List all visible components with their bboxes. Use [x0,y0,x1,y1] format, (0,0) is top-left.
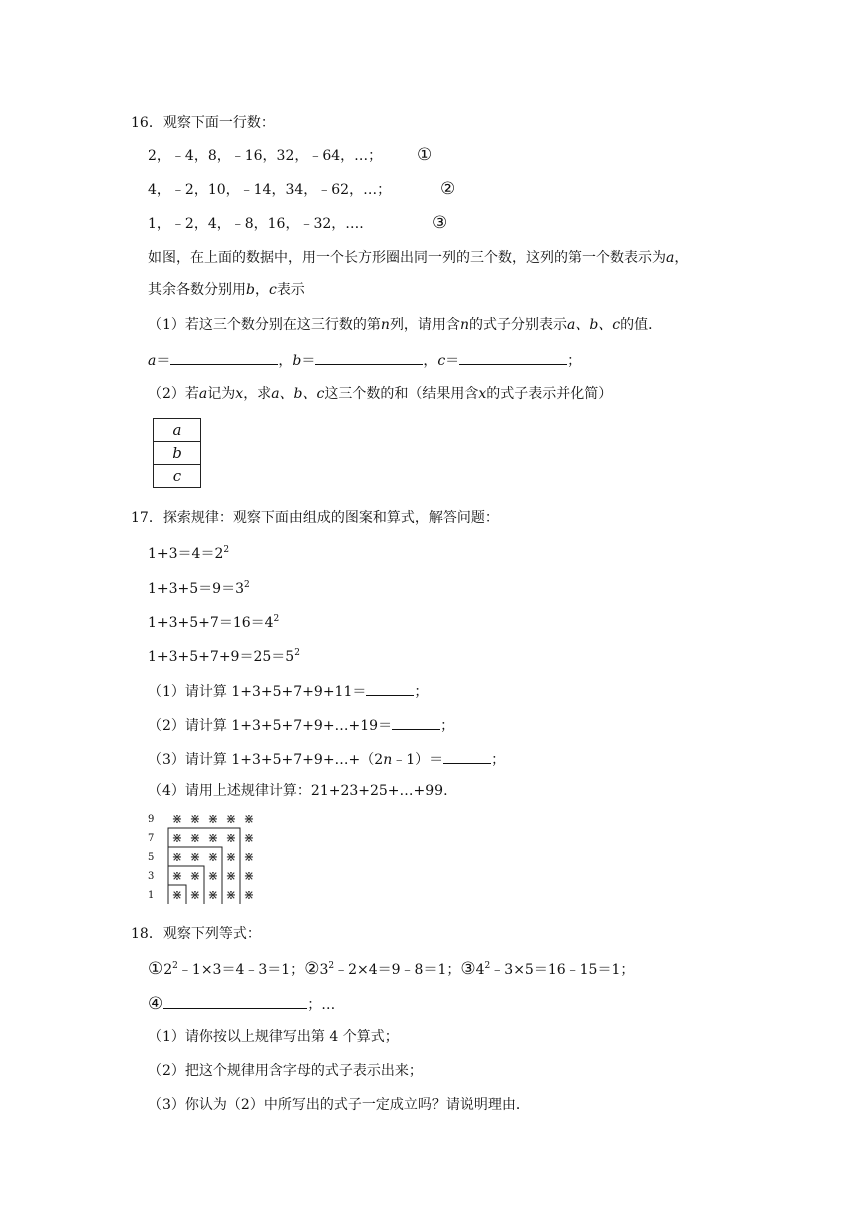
pattern-symbol: ⋇ [243,831,255,846]
box-cell-c: c [154,464,200,487]
fig-label-7: 7 [148,833,155,844]
pattern-symbol: ⋇ [171,888,183,903]
pattern-symbol: ⋇ [189,888,201,903]
q17-equation-4: $1+3+5+7+9=25=5^2$ [148,648,300,665]
blank-b[interactable] [315,350,423,365]
q17-equation-1: $1+3=4=2^2$ [148,545,230,562]
pattern-symbol: ⋇ [189,812,201,827]
pattern-symbol: ⋇ [171,850,183,865]
q17-part-1: （1）请计算 1+3+5+7+9+11＝ ； [148,681,428,701]
blank-a[interactable] [170,350,278,365]
q18-part-3: （3）你认为（2）中所写出的式子一定成立吗？请说明理由． [148,1097,530,1113]
pattern-symbol: ⋇ [225,888,237,903]
pattern-symbol: ⋇ [225,812,237,827]
pattern-symbol: ⋇ [189,850,201,865]
pattern-symbol: ⋇ [243,812,255,827]
q16-row-1: 2，﹣4，8，﹣16，32，﹣64，…； [148,148,383,164]
q18-equation-4-line: ④ ；… [148,994,336,1014]
q17-title: 17．探索规律：观察下面由组成的图案和算式，解答问题： [131,510,499,526]
pattern-symbol: ⋇ [207,850,219,865]
pattern-symbol: ⋇ [243,888,255,903]
fig-label-5: 5 [148,852,155,863]
blank-q17-2[interactable] [392,715,440,730]
marker-4: ④ [148,994,164,1014]
marker-3: ③ [460,959,476,979]
q16-part-1: （1）若这三个数分别在这三行数的第n列，请用含n的式子分别表示a、b、c的值． [148,317,663,333]
q17-part-2: （2）请计算 1+3+5+7+9+…+19＝ ； [148,715,454,735]
odd-square-pattern-figure [146,810,271,906]
pattern-symbol: ⋇ [171,869,183,884]
q16-answer-line: a＝ ，b＝ ，c＝ ； [148,350,581,370]
pattern-symbol: ⋇ [171,812,183,827]
marker-2: ② [304,959,320,979]
pattern-symbol: ⋇ [225,831,237,846]
pattern-symbol: ⋇ [243,850,255,865]
pattern-symbol: ⋇ [171,831,183,846]
box-cell-b: b [154,441,200,464]
pattern-symbol: ⋇ [207,831,219,846]
abc-column-box [153,418,201,488]
q18-equations-line: $①2^2﹣1\times 3=4﹣3=1$；$②3^2﹣2\times 4=9﹣8=1$；$③4^2﹣3\times 5=16﹣15=1$； [148,959,635,979]
q17-part-4: （4）请用上述规律计算：21+23+25+…+99. [148,783,448,799]
blank-q17-3[interactable] [443,749,491,764]
q16-row-3: 1，﹣2，4，﹣8，16，﹣32，…. [148,216,364,232]
blank-c[interactable] [459,350,567,365]
q16-description-1: 如图，在上面的数据中，用一个长方形圈出同一列的三个数，这列的第一个数表示为a， [148,250,689,266]
pattern-symbol: ⋇ [207,888,219,903]
pattern-symbol: ⋇ [189,869,201,884]
q16-title: 16．观察下面一行数： [131,115,275,131]
q18-part-1: （1）请你按以上规律写出第 4 个算式； [148,1029,399,1045]
q16-marker-1: ① [417,145,433,165]
fig-label-9: 9 [148,814,155,825]
q16-row-2: 4，﹣2，10，﹣14，34，﹣62，…； [148,182,392,198]
q16-description-2: 其余各数分别用b，c表示 [148,282,305,298]
q16-marker-2: ② [440,179,456,199]
pattern-symbol: ⋇ [243,869,255,884]
q17-equation-3: $1+3+5+7=16=4^2$ [148,614,280,631]
marker-1: ① [148,959,164,979]
q18-part-2: （2）把这个规律用含字母的式子表示出来； [148,1063,423,1079]
fig-label-3: 3 [148,871,155,882]
q16-part-2: （2）若a记为x，求a、b、c这三个数的和（结果用含x的式子表示并化简） [148,386,613,402]
pattern-symbol: ⋇ [225,869,237,884]
pattern-symbol: ⋇ [225,850,237,865]
q16-marker-3: ③ [432,213,448,233]
pattern-symbol: ⋇ [189,831,201,846]
box-cell-a: a [172,421,182,439]
pattern-symbol: ⋇ [207,869,219,884]
q17-equation-2: $1+3+5=9=3^2$ [148,580,250,597]
blank-q17-1[interactable] [366,681,414,696]
q18-title: 18．观察下列等式： [131,926,261,942]
fig-label-1: 1 [148,890,155,901]
q17-part-3: （3）请计算 1+3+5+7+9+…+（2n﹣1）＝ ； [148,749,505,769]
pattern-symbol: ⋇ [207,812,219,827]
blank-q18-4[interactable] [163,994,307,1009]
